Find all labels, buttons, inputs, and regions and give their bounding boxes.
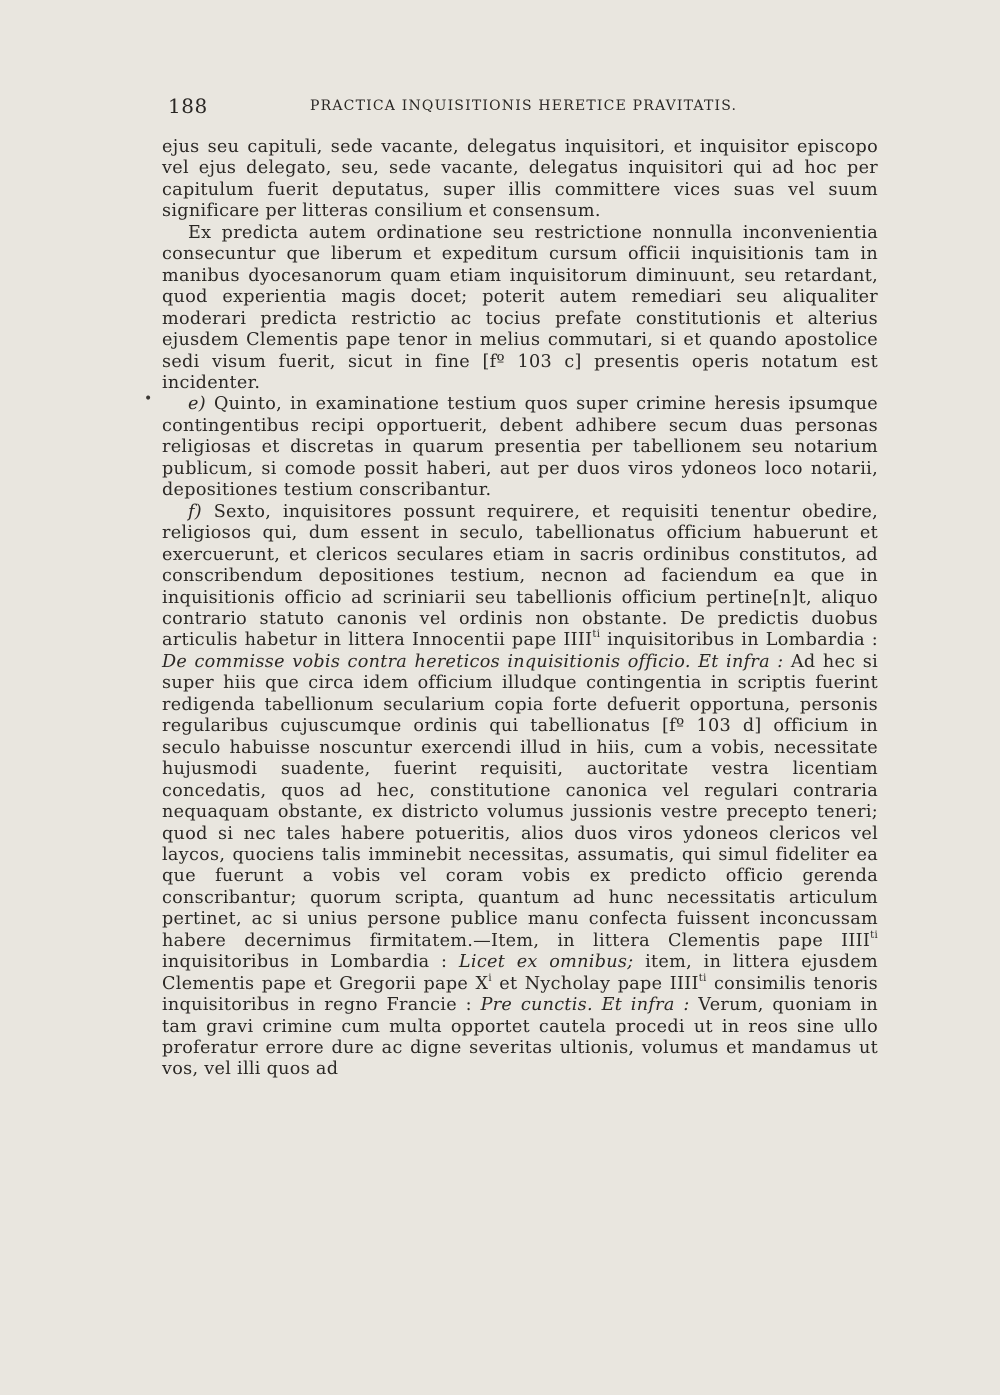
quotation-de-commisse: De commisse vobis contra hereticos inquisitionis officio. Et infra : [162, 651, 784, 672]
paragraph-3-text: Quinto, in examinatione testium quos super crimine heresis ipsumque contingentibus recipi opportuerit, debent adhibere secum duas personas religiosas et discretas in quarum presentia per tabellionem seu notarium publicum, si comode possit haberi, aut per duos viros ydoneos loco notarii, depositiones testium conscribantur. [162, 394, 878, 501]
quotation-licet-ex-omnibus: Licet ex omnibus; [458, 952, 634, 973]
paragraph-4-text-h: Verum, quoniam in tam gravi crimine cum multa opportet cautela procedi ut in reos sine ullo proferatur errore dure ac digne severitas ultionis, volumus et mandamus ut vos, vel illi quos ad [162, 995, 878, 1080]
paragraph-2: Ex predicta autem ordinatione seu restrictione nonnulla inconvenientia consecuntur que liberum et expeditum cursum officii inquisitionis tam in manibus dyocesanorum quam etiam inquisitorum diminuunt, seu retardant, quod experientia magis docet; poterit autem remediari seu aliqualiter moderari predicta restrictio ac tocius prefate constitutionis et alterius ejusdem Clementis pape tenor in melius commutari, si et quando apostolice sedi visum fuerit, sicut in fine [fº 103 c] presentis operis notatum est incidenter. [162, 222, 878, 393]
page-number: 188 [168, 94, 208, 118]
paragraph-4-text-a: Sexto, inquisitores possunt requirere, et requisiti tenentur obedire, religiosos qui, dum essent in seculo, tabellionatus officium habuerunt et exercuerunt, et clericos seculares etiam in sacris ordinibus constitutos, ad conscribendum depositiones testium, necnon ad faciendum ea que in inquisitionis officio ad scriniarii seu tabellionis officium pertine[n]t, aliquo contrario statuto canonis vel ordinis non obstante. De predictis duobus articulis habetur in littera Innocentii pape IIII [162, 501, 878, 651]
superscript-i: i [488, 972, 492, 984]
paragraph-4-text-b: inquisitoribus in Lombardia : [600, 630, 878, 651]
paragraph-4-text-e: item, in littera ejusdem Clementis pape et Gregorii pape X [162, 952, 878, 994]
paragraph-3-marker: e) [188, 394, 206, 415]
paragraph-4-text-d: inquisitoribus in Lombardia : [162, 952, 459, 973]
paragraph-4-text-c: Ad hec si super hiis que circa idem officium illudque contingentia in scriptis fuerint redigenda tabellionum secularium copia forte defuerit opportuna, personis regularibus cujuscumque ordinis qui tabellionatus [fº 103 d] officium in seculo habuisse noscuntur exercendi illud in hiis, cum a vobis, necessitate hujusmodi suadente, fuerint requisiti, auctoritate vestra licentiam concedatis, quos ad hec, constitutione canonica vel regulari contraria nequaquam obstante, ex districto volumus jussionis vestre precepto teneri; quod si nec tales habere potueritis, alios duos viros ydoneos clericos vel laycos, quociens talis imminebit necessitas, assumatis, qui simul fideliter ea que fuerunt a vobis vel coram vobis ex predicto officio gerenda conscribantur; quorum scripta, quantum ad hunc necessitatis articulum pertinet, ac si unius persone publice manu confecta fuissent inconcussam habere decernimus firmitatem.—Item, in littera Clementis pape IIII [162, 651, 878, 951]
margin-bullet: • [144, 391, 153, 407]
page-header [168, 94, 876, 120]
paragraph-4-text-g: consimilis tenoris inquisitoribus in regno Francie : [162, 973, 878, 1016]
superscript-ti: ti [870, 929, 878, 941]
paragraph-1: ejus seu capituli, sede vacante, delegatus inquisitori, et inquisitor episcopo vel ejus delegato, seu, sede vacante, delegatus inquisitori qui ad hoc per capitulum fuerit deputatus, super illis committere vices suas vel suum significare per litteras consilium et consensum. [162, 137, 878, 222]
superscript-ti: ti [592, 629, 601, 641]
paragraph-3 [162, 394, 878, 501]
paragraph-4 [162, 502, 878, 1081]
running-title: PRACTICA INQUISITIONIS HERETICE PRAVITATIS. [310, 98, 738, 114]
paragraph-4-text-f: et Nycholay pape IIII [491, 973, 699, 994]
superscript-ti: ti [698, 972, 707, 984]
paragraph-4-marker: f) [188, 501, 202, 522]
body-text [162, 137, 878, 1081]
quotation-pre-cunctis: Pre cunctis. Et infra : [480, 995, 690, 1016]
